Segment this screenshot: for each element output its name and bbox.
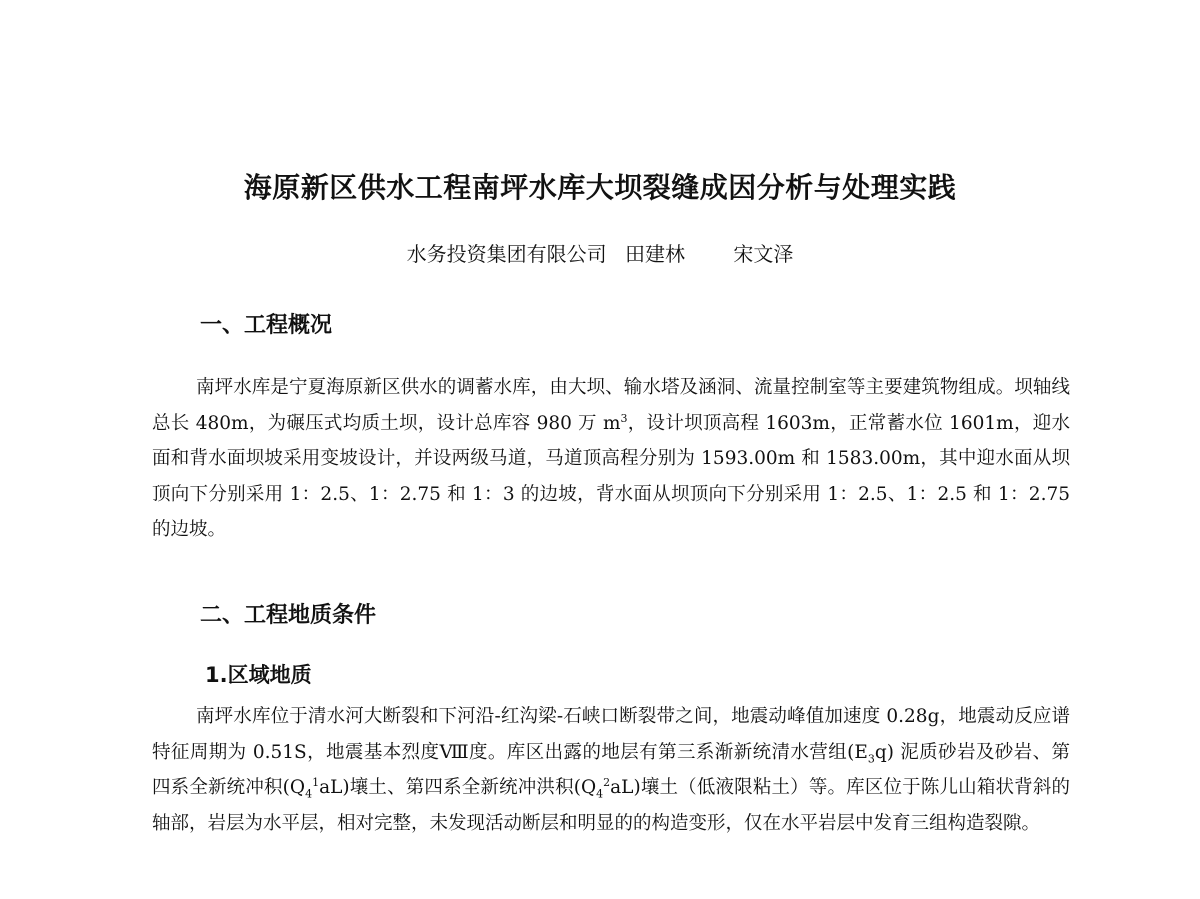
paragraph-text: ，设计坝顶高程 1603m，正常蓄水位 1601m，迎水面和背水面坝坡采用变坡设计，并设两级马道，马道顶高程分别为 1593.00m 和 1583.00m，其中迎水面从坝顶向下分别采用 1：2.5、1：2.75 和 1：3 的边坡，背水面从坝顶向下分别采用 1：2.5、1：2.5 和 1：2.75 的边坡。 <box>152 412 1070 540</box>
subscript: 4 <box>305 787 313 801</box>
author-line <box>0 238 1200 270</box>
author-name: 宋文泽 <box>733 242 794 266</box>
subsection-heading-regional-geology: 1.区域地质 <box>205 663 312 687</box>
section-heading-geology: 二、工程地质条件 <box>200 603 377 628</box>
author-name: 田建林 <box>625 242 685 266</box>
paragraph-text: q) 泥质砂岩及砂岩、第四系全新统冲积(Q <box>152 741 1070 798</box>
subscript: 3 <box>867 752 875 766</box>
superscript: 1 <box>312 775 320 789</box>
paragraph-text: aL)壤土、第四系全新统冲洪积(Q <box>319 777 597 798</box>
subscript: 4 <box>596 787 604 801</box>
paragraph-text: 南坪水库位于清水河大断裂和下河沿-红沟梁-石峡口断裂带之间，地震动峰值加速度 0.28g，地震动反应谱特征周期为 0.51S，地震基本烈度Ⅷ度。库区出露的地层有第三系渐新统清水营组(E <box>152 706 1070 763</box>
superscript: 2 <box>603 775 611 789</box>
regional-geology-paragraph <box>152 699 1070 841</box>
overview-paragraph <box>152 370 1070 548</box>
paragraph-text: aL)壤土（低液限粘土）等。库区位于陈儿山箱状背斜的轴部，岩层为水平层，相对完整，未发现活动断层和明显的的构造变形，仅在水平岩层中发育三组构造裂隙。 <box>152 777 1070 834</box>
section-heading-overview: 一、工程概况 <box>200 313 333 338</box>
affiliation: 水务投资集团有限公司 <box>406 242 607 266</box>
paragraph-text: 南坪水库是宁夏海原新区供水的调蓄水库，由大坝、输水塔及涵洞、流量控制室等主要建筑物组成。坝轴线总长 480m，为碾压式均质土坝，设计总库容 980 万 m <box>152 377 1070 434</box>
page-title: 海原新区供水工程南坪水库大坝裂缝成因分析与处理实践 <box>243 171 957 204</box>
superscript: 3 <box>620 411 628 425</box>
